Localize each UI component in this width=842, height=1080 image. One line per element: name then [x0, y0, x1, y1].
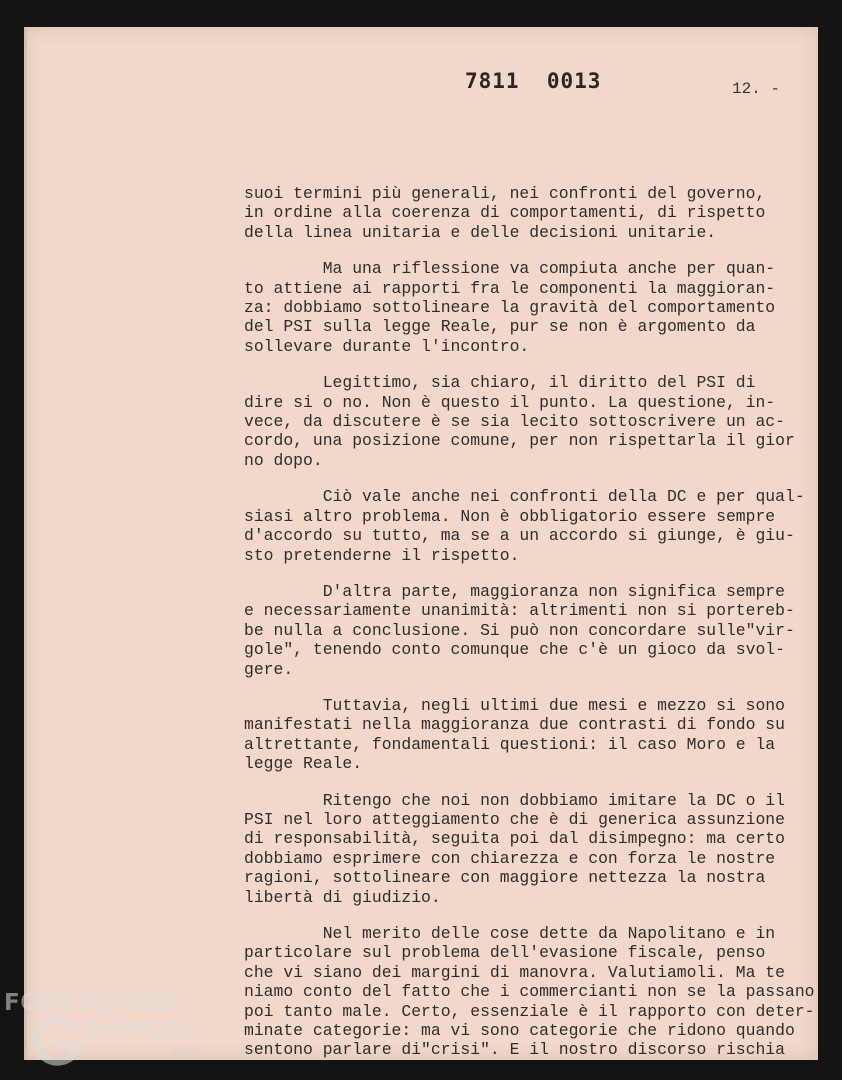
text-line: be nulla a conclusione. Si può non concordare sulle"vir-	[244, 620, 795, 640]
text-line: d'accordo su tutto, ma se a un accordo si giunge, è giu-	[244, 526, 795, 546]
text-line: PSI nel loro atteggiamento che è di generica assunzione	[244, 809, 785, 829]
text-line: sollevare durante l'incontro.	[244, 336, 530, 356]
text-line: dobbiamo esprimere con chiarezza e con forza le nostre	[244, 848, 776, 868]
text-line: Tuttavia, negli ultimi due mesi e mezzo si sono	[244, 695, 785, 715]
text-line: altrettante, fondamentali questioni: il caso Moro e la	[244, 734, 776, 754]
text-line: vece, da discutere è se sia lecito sottoscrivere un ac-	[244, 412, 785, 432]
text-line: Legittimo, sia chiaro, il diritto del PSI di	[244, 373, 756, 393]
text-line: siasi altro problema. Non è obbligatorio essere sempre	[244, 506, 776, 526]
text-line: Nel merito delle cose dette da Napolitano e in	[244, 924, 776, 943]
typed-text-body	[244, 184, 814, 1077]
watermark-line1: FONDAZIONE	[4, 990, 181, 1016]
text-line: particolare sul problema dell'evasione fiscale, penso	[244, 943, 766, 963]
paragraph-4	[244, 487, 814, 565]
text-line: Ma una riflessione va compiuta anche per quan-	[244, 259, 776, 279]
text-line: D'altra parte, maggioranza non significa sempre	[244, 581, 785, 601]
text-line: sto pretenderne il rispetto.	[244, 545, 520, 565]
text-line: suoi termini più generali, nei confronti del governo,	[244, 184, 766, 203]
text-line: della linea unitaria e delle decisioni unitarie.	[244, 222, 717, 242]
text-line: che vi siano dei margini di manovra. Valutiamoli. Ma te	[244, 962, 785, 982]
text-line: in ordine alla coerenza di comportamenti, di rispetto	[244, 203, 766, 223]
watermark-suffix: onlus	[173, 1047, 200, 1058]
paragraph-1	[244, 184, 814, 242]
text-line: e necessariamente unanimità: altrimenti non si portereb-	[244, 601, 795, 621]
paragraph-6	[244, 696, 814, 774]
text-line: gole", tenendo conto comunque che c'è un gioco da svol-	[244, 640, 785, 660]
page-edge	[24, 27, 27, 1060]
text-line: minate categorie: ma vi sono categorie che ridono quando	[244, 1021, 795, 1041]
document-number: 7811 0013	[465, 69, 602, 93]
document-page	[24, 27, 818, 1060]
paragraph-2	[244, 259, 814, 356]
text-line: di responsabilità, seguita poi dal disimpegno: ma certo	[244, 829, 785, 849]
text-line: Ritengo che noi non dobbiamo imitare la DC o il	[244, 790, 785, 810]
text-line: poi tanto male. Certo, essenziale è il rapporto con deter-	[244, 1001, 815, 1021]
text-line: niamo conto del fatto che i commercianti non se la passano	[244, 982, 815, 1002]
text-line: legge Reale.	[244, 754, 363, 774]
text-line: sentono parlare di"crisi". E il nostro discorso rischia	[244, 1040, 785, 1060]
text-line: libertà di giudizio.	[244, 887, 441, 907]
text-line: Ciò vale anche nei confronti della DC e per qual-	[244, 487, 805, 507]
text-line: za: dobbiamo sottolineare la gravità del comportamento	[244, 298, 776, 318]
text-line: cordo, una posizione comune, per non rispettarla il gior	[244, 431, 795, 451]
paragraph-7	[244, 791, 814, 907]
text-line: manifestati nella maggioranza due contrasti di fondo su	[244, 715, 785, 735]
text-line: to attiene ai rapporti fra le componenti la maggioran-	[244, 278, 776, 298]
watermark-line2: RAMSCI	[86, 1018, 190, 1044]
text-line: gere.	[244, 659, 294, 679]
text-line: ragioni, sottolineare con maggiore nettezza la nostra	[244, 868, 766, 888]
paragraph-5	[244, 582, 814, 679]
text-line: no dopo.	[244, 450, 323, 470]
paragraph-3	[244, 373, 814, 470]
text-line: del PSI sulla legge Reale, pur se non è argomento da	[244, 317, 756, 337]
text-line: dire si o no. Non è questo il punto. La questione, in-	[244, 392, 776, 412]
paragraph-8	[244, 924, 814, 1060]
page-number: 12. -	[732, 80, 781, 98]
